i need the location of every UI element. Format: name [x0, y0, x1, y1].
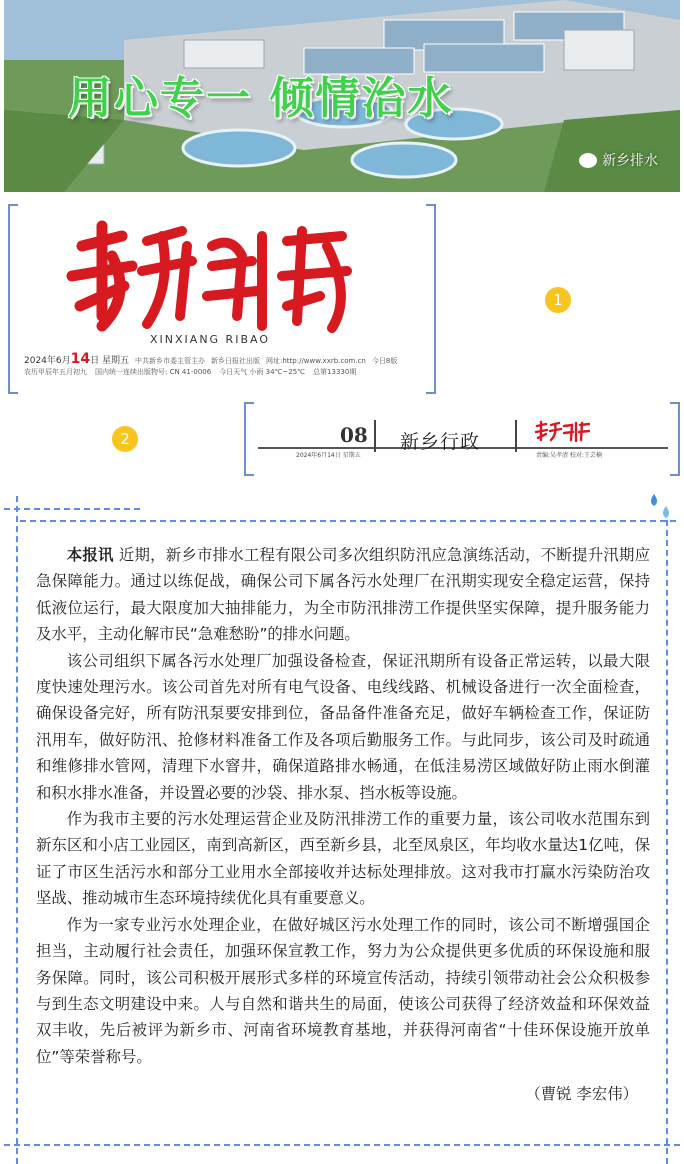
wechat-icon	[579, 153, 597, 168]
water-drop-icon	[646, 492, 674, 524]
masthead-pinyin: XINXIANG RIBAO	[150, 333, 270, 346]
lead-label: 本报讯	[66, 546, 114, 564]
masthead-meta	[24, 351, 424, 378]
page-number: 08	[340, 423, 368, 447]
divider	[515, 420, 517, 452]
paragraph-2: 该公司组织下属各污水处理厂加强设备检查，保证汛期所有设备正常运转，以最大限度快速处理污水。该公司首先对所有电气设备、电线线路、机械设备进行一次全面检查，确保设备完好，所有防汛泵要安排到位，备品备件准备充足，做好车辆检查工作，保证防汛用车，做好防汛、抢修材料准备工作及各项后勤服务工作。与此同步，该公司及时疏通和维修排水管网，清理下水窨井，确保道路排水畅通，在低洼易涝区域做好防止雨水倒灌和积水排水准备，并设置必要的沙袋、排水泵、挡水板等设施。	[36, 651, 650, 802]
paragraph-3: 作为我市主要的污水处理运营企业及防汛排涝工作的重要力量，该公司收水范围东到新东区和小店工业园区，南到高新区，西至新乡县，北至凤泉区，年均收水量达1亿吨，保证了市区生活污水和部分工业用水全部接收并达标处理排放。这对我市打赢水污染防治攻坚战、推动城市生态环境持续优化具有重要意义。	[36, 810, 650, 908]
article-byline: （曹锐 李宏伟）	[525, 1085, 638, 1103]
wechat-watermark	[579, 150, 658, 170]
frame-left	[16, 496, 18, 1164]
page-count: 今日8版	[371, 357, 398, 365]
frame-bottom	[4, 1144, 680, 1146]
header-banner-image	[4, 0, 680, 192]
divider	[374, 420, 376, 452]
watermark-label: 新乡排水	[602, 153, 658, 169]
section-title: 新乡行政	[400, 431, 481, 453]
mini-logo	[534, 420, 590, 442]
frame-right	[666, 520, 668, 1164]
cn-code: 国内统一连续出版物号: CN 41-0006	[95, 368, 212, 376]
frame-top	[20, 520, 676, 522]
paragraph-4: 作为一家专业污水处理企业，在做好城区污水处理工作的同时，该公司不断增强国企担当，主动履行社会责任，加强环保宣教工作，努力为公众提供更多优质的环保设施和服务保障。同时，该公司积极开展形式多样的环境宣传活动，持续引领带动社会公众积极参与到生态文明建设中来。人与自然和谐共生的局面，使该公司获得了经济效益和环保效益双丰收，先后被评为新乡市、河南省环境教育基地，并获得河南省“十佳环保设施开放单位”等荣誉称号。	[36, 915, 650, 1066]
banner-slogan: 用心专一 倾情治水	[68, 73, 454, 124]
marker-2: 2	[112, 426, 138, 452]
website: 网址:http://www.xxrb.com.cn	[266, 357, 366, 365]
article-body	[36, 542, 650, 1070]
paragraph-1: 本报讯 近期，新乡市排水工程有限公司多次组织防汛应急演练活动，不断提升汛期应急保障能力。通过以练促战，确保公司下属各污水处理厂在汛期实现安全稳定运营，保持低液位运行，最大限度加大抽排能力，为全市防汛排涝工作提供坚实保障，提升服务能力及水平，主动化解市民“急难愁盼”的排水问题。	[36, 546, 650, 644]
page-date: 2024年6月14日 星期五	[296, 452, 361, 459]
weather: 今日天气 小雨 34℃~25℃	[219, 368, 306, 376]
page-editor: 责编:吴孝清 校对:王芸楠	[536, 452, 602, 459]
issue-publisher: 新乡日报社出版	[211, 357, 260, 365]
marker-1: 1	[545, 287, 571, 313]
publisher: 中共新乡市委主管主办	[135, 357, 205, 365]
lunar-date: 农历甲辰年五月初九	[24, 368, 87, 376]
frame-top-left	[4, 508, 140, 510]
issue-date: 2024年6月14日 星期五	[24, 351, 129, 367]
total-issue: 总第13330期	[313, 368, 357, 376]
xinxiang-daily-logo	[62, 216, 362, 334]
